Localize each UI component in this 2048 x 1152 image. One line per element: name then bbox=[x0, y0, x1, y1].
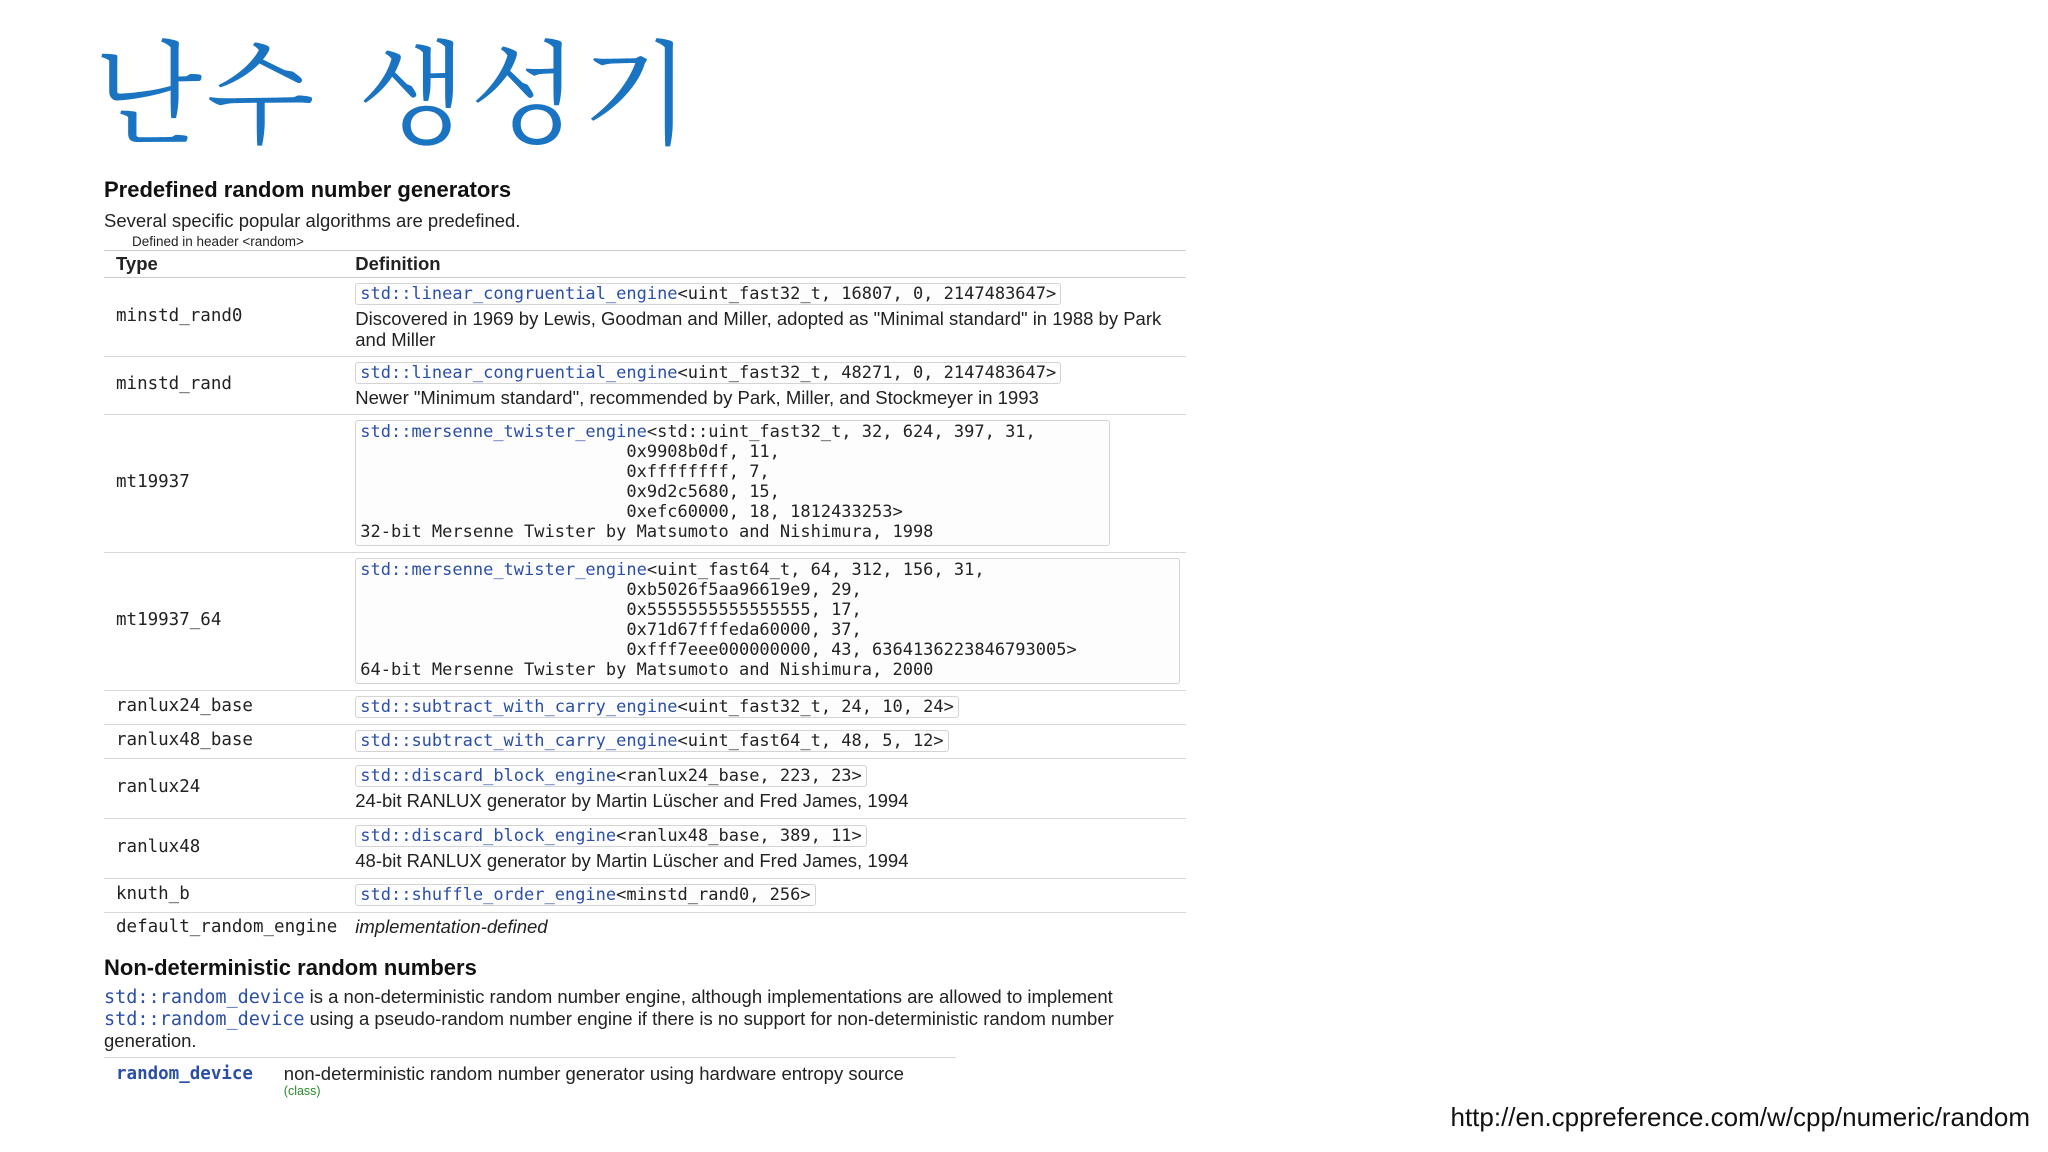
template-args: <uint_fast32_t, 16807, 0, 2147483647> bbox=[677, 284, 1057, 304]
table-row bbox=[104, 819, 1186, 879]
table-row bbox=[104, 913, 1186, 945]
definition-note: Newer "Minimum standard", recommended by Park, Miller, and Stockmeyer in 1993 bbox=[355, 387, 1039, 408]
type-name: default_random_engine bbox=[116, 917, 338, 937]
type-name: mt19937_64 bbox=[104, 553, 343, 691]
template-args: <uint_fast32_t, 48271, 0, 2147483647> bbox=[677, 363, 1057, 383]
definition-note: Discovered in 1969 by Lewis, Goodman and Miller, adopted as "Minimal standard" in 1988 by Park and Miller bbox=[355, 308, 1162, 350]
column-header-definition: Definition bbox=[343, 251, 1186, 278]
definition-code bbox=[355, 558, 1180, 684]
table-row bbox=[104, 759, 1186, 819]
random-device-table bbox=[104, 1057, 956, 1102]
template-link[interactable]: std::linear_congruential_engine bbox=[360, 284, 678, 304]
definition-cell bbox=[343, 691, 1186, 725]
template-link[interactable]: std::subtract_with_carry_engine bbox=[360, 697, 678, 717]
definition-code bbox=[355, 420, 1110, 546]
definition-cell bbox=[343, 819, 1186, 879]
random-device-link[interactable]: std::random_device bbox=[104, 1009, 305, 1030]
table-row bbox=[104, 725, 1186, 759]
template-link[interactable]: std::discard_block_engine bbox=[360, 766, 617, 786]
definition-note: implementation-defined bbox=[355, 916, 548, 937]
definition-cell bbox=[343, 879, 1186, 913]
section-description: Several specific popular algorithms are predefined. bbox=[104, 210, 521, 231]
definition-note: 64-bit Mersenne Twister by Matsumoto and Nishimura, 2000 bbox=[360, 660, 934, 680]
table-header-row bbox=[104, 251, 1186, 278]
definition-cell bbox=[343, 913, 1186, 945]
template-args: <uint_fast64_t, 64, 312, 156, 31, 0xb5026f5aa96619e9, 29, 0x5555555555555555, 17, 0x71d67fffeda60000, 37, 0xfff7eee000000000, 43, 6364136223846793005> bbox=[626, 560, 1077, 660]
table-row bbox=[104, 879, 1186, 913]
nondeterministic-section bbox=[104, 954, 1190, 1102]
random-device-name[interactable]: random_device bbox=[104, 1058, 272, 1103]
template-link[interactable]: std::mersenne_twister_engine bbox=[360, 560, 647, 580]
template-args: <std::uint_fast32_t, 32, 624, 397, 31, 0x9908b0df, 11, 0xffffffff, 7, 0x9d2c5680, 15, 0xefc60000, 18, 1812433253> bbox=[626, 422, 1036, 522]
slide-title: 난수 생성기 bbox=[94, 31, 695, 161]
table-row bbox=[104, 691, 1186, 725]
definition-cell bbox=[343, 415, 1186, 553]
column-header-type: Type bbox=[104, 251, 343, 278]
template-args: <uint_fast32_t, 24, 10, 24> bbox=[677, 697, 954, 717]
template-link[interactable]: std::mersenne_twister_engine bbox=[360, 422, 647, 442]
header-note: Defined in header <random> bbox=[132, 234, 304, 249]
description-text: using a pseudo-random number engine if there is no support for non-deterministic random number generation. bbox=[104, 1008, 1114, 1051]
definition-note: 48-bit RANLUX generator by Martin Lüscher and Fred James, 1994 bbox=[355, 850, 909, 871]
template-args: <ranlux48_base, 389, 11> bbox=[616, 826, 862, 846]
section-heading-predefined: Predefined random number generators bbox=[104, 177, 512, 202]
section-heading-nondeterministic: Non-deterministic random numbers bbox=[104, 955, 477, 980]
nondeterministic-description bbox=[104, 986, 1190, 1051]
table-row bbox=[104, 278, 1186, 357]
definition-code bbox=[355, 730, 948, 752]
type-name: mt19937 bbox=[104, 415, 343, 553]
template-args: <ranlux24_base, 223, 23> bbox=[616, 766, 862, 786]
table-row bbox=[104, 1058, 956, 1103]
random-device-info bbox=[272, 1058, 956, 1103]
generators-table bbox=[104, 250, 1186, 944]
table-row bbox=[104, 553, 1186, 691]
type-name: minstd_rand bbox=[104, 357, 343, 415]
random-device-kind: (class) bbox=[283, 1084, 321, 1098]
definition-cell bbox=[343, 357, 1186, 415]
template-link[interactable]: std::shuffle_order_engine bbox=[360, 885, 617, 905]
definition-note: 24-bit RANLUX generator by Martin Lüscher and Fred James, 1994 bbox=[355, 790, 909, 811]
definition-code bbox=[355, 765, 867, 787]
table-row bbox=[104, 357, 1186, 415]
definition-cell bbox=[343, 553, 1186, 691]
definition-cell bbox=[343, 759, 1186, 819]
definition-code bbox=[355, 825, 867, 847]
type-name: minstd_rand0 bbox=[104, 278, 343, 357]
type-name: ranlux48 bbox=[104, 819, 343, 879]
template-link[interactable]: std::subtract_with_carry_engine bbox=[360, 731, 678, 751]
template-link[interactable]: std::discard_block_engine bbox=[360, 826, 617, 846]
template-link[interactable]: std::linear_congruential_engine bbox=[360, 363, 678, 383]
random-device-description: non-deterministic random number generator using hardware entropy source bbox=[283, 1063, 904, 1084]
type-name: knuth_b bbox=[104, 879, 343, 913]
definition-code bbox=[355, 283, 1061, 305]
definition-code bbox=[355, 884, 815, 906]
type-name: ranlux48_base bbox=[104, 725, 343, 759]
table-row bbox=[104, 415, 1186, 553]
source-url[interactable]: http://en.cppreference.com/w/cpp/numeric/random bbox=[1450, 1102, 2030, 1132]
template-args: <minstd_rand0, 256> bbox=[616, 885, 811, 905]
description-text: is a non-deterministic random number engine, although implementations are allowed to implement bbox=[304, 986, 1113, 1007]
template-args: <uint_fast64_t, 48, 5, 12> bbox=[677, 731, 944, 751]
definition-code bbox=[355, 696, 959, 718]
random-device-link[interactable]: std::random_device bbox=[104, 987, 305, 1008]
definition-note: 32-bit Mersenne Twister by Matsumoto and Nishimura, 1998 bbox=[360, 522, 934, 542]
definition-cell bbox=[343, 725, 1186, 759]
type-name: ranlux24_base bbox=[104, 691, 343, 725]
doc-content bbox=[104, 176, 1190, 1102]
definition-code bbox=[355, 362, 1061, 384]
definition-cell bbox=[343, 278, 1186, 357]
type-name: ranlux24 bbox=[104, 759, 343, 819]
